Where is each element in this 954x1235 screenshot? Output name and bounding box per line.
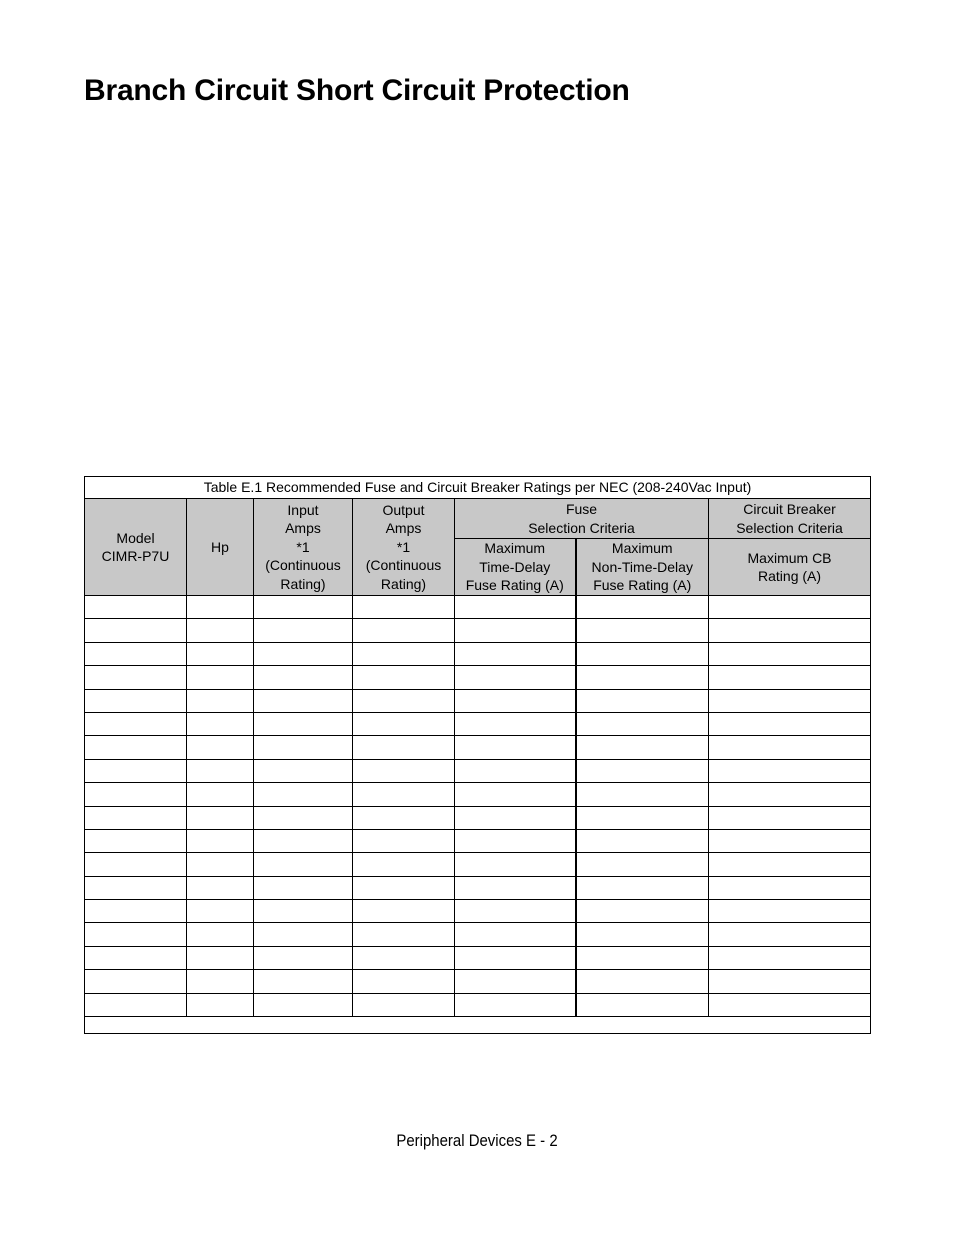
input-amps-cell bbox=[254, 993, 353, 1016]
output-amps-cell bbox=[353, 853, 455, 876]
header-line: (Continuous bbox=[265, 557, 341, 574]
time-delay-fuse-cell bbox=[455, 712, 576, 735]
output-amps-cell bbox=[353, 876, 455, 899]
time-delay-fuse-cell bbox=[455, 619, 576, 642]
input-amps-cell bbox=[254, 619, 353, 642]
column-header-model bbox=[85, 499, 187, 596]
model-cell bbox=[85, 946, 187, 969]
time-delay-fuse-cell bbox=[455, 806, 576, 829]
table-row bbox=[85, 946, 871, 969]
output-amps-cell bbox=[353, 642, 455, 665]
output-amps-cell bbox=[353, 829, 455, 852]
time-delay-fuse-cell bbox=[455, 783, 576, 806]
header-line: Circuit Breaker bbox=[743, 501, 836, 517]
hp-cell bbox=[187, 759, 254, 782]
time-delay-fuse-cell bbox=[455, 759, 576, 782]
input-amps-cell bbox=[254, 923, 353, 946]
model-cell bbox=[85, 993, 187, 1016]
header-line: Amps bbox=[285, 520, 321, 537]
header-line: Fuse bbox=[565, 501, 598, 517]
page-footer: Peripheral Devices E - 2 bbox=[396, 1131, 558, 1150]
header-line: Output bbox=[382, 501, 425, 518]
output-amps-cell bbox=[353, 759, 455, 782]
table-body bbox=[85, 596, 871, 1034]
model-cell bbox=[85, 806, 187, 829]
column-header-input-amps bbox=[254, 499, 353, 596]
time-delay-fuse-cell bbox=[455, 853, 576, 876]
hp-cell bbox=[187, 853, 254, 876]
table-row bbox=[85, 900, 871, 923]
table-row bbox=[85, 712, 871, 735]
output-amps-cell bbox=[353, 970, 455, 993]
model-cell bbox=[85, 853, 187, 876]
max-cb-cell bbox=[709, 783, 871, 806]
column-group-fuse bbox=[455, 499, 709, 539]
model-cell bbox=[85, 619, 187, 642]
input-amps-cell bbox=[254, 946, 353, 969]
header-line: Selection Criteria bbox=[528, 519, 635, 536]
non-time-delay-fuse-cell bbox=[576, 829, 709, 852]
model-cell bbox=[85, 736, 187, 759]
table-row bbox=[85, 970, 871, 993]
non-time-delay-fuse-cell bbox=[576, 876, 709, 899]
time-delay-fuse-cell bbox=[455, 666, 576, 689]
input-amps-cell bbox=[254, 876, 353, 899]
model-cell bbox=[85, 759, 187, 782]
hp-cell bbox=[187, 619, 254, 642]
max-cb-cell bbox=[709, 689, 871, 712]
max-cb-cell bbox=[709, 736, 871, 759]
model-cell bbox=[85, 970, 187, 993]
model-cell bbox=[85, 783, 187, 806]
header-line: Rating) bbox=[280, 575, 326, 592]
hp-cell bbox=[187, 876, 254, 899]
output-amps-cell bbox=[353, 689, 455, 712]
hp-cell bbox=[187, 783, 254, 806]
output-amps-cell bbox=[353, 736, 455, 759]
time-delay-fuse-cell bbox=[455, 642, 576, 665]
non-time-delay-fuse-cell bbox=[576, 783, 709, 806]
input-amps-cell bbox=[254, 712, 353, 735]
input-amps-cell bbox=[254, 642, 353, 665]
input-amps-cell bbox=[254, 596, 353, 619]
column-header-hp bbox=[187, 499, 254, 596]
table-row bbox=[85, 736, 871, 759]
output-amps-cell bbox=[353, 923, 455, 946]
max-cb-cell bbox=[709, 946, 871, 969]
table-row bbox=[85, 596, 871, 619]
header-line: Fuse Rating (A) bbox=[593, 577, 692, 594]
model-cell bbox=[85, 596, 187, 619]
max-cb-cell bbox=[709, 829, 871, 852]
time-delay-fuse-cell bbox=[455, 946, 576, 969]
header-line: Maximum CB bbox=[747, 549, 832, 566]
table-row bbox=[85, 993, 871, 1016]
max-cb-cell bbox=[709, 970, 871, 993]
non-time-delay-fuse-cell bbox=[576, 970, 709, 993]
max-cb-cell bbox=[709, 666, 871, 689]
header-line: CIMR-P7U bbox=[101, 548, 170, 564]
input-amps-cell bbox=[254, 970, 353, 993]
input-amps-cell bbox=[254, 759, 353, 782]
header-line: Input bbox=[287, 501, 319, 518]
time-delay-fuse-cell bbox=[455, 829, 576, 852]
model-cell bbox=[85, 829, 187, 852]
max-cb-cell bbox=[709, 642, 871, 665]
column-header-output-amps bbox=[353, 499, 455, 596]
model-cell bbox=[85, 642, 187, 665]
model-cell bbox=[85, 689, 187, 712]
non-time-delay-fuse-cell bbox=[576, 619, 709, 642]
output-amps-cell bbox=[353, 806, 455, 829]
header-line: Non-Time-Delay bbox=[591, 558, 693, 575]
model-cell bbox=[85, 712, 187, 735]
input-amps-cell bbox=[254, 853, 353, 876]
table-row bbox=[85, 666, 871, 689]
non-time-delay-fuse-cell bbox=[576, 759, 709, 782]
column-group-circuit-breaker bbox=[709, 499, 871, 539]
hp-cell bbox=[187, 596, 254, 619]
header-line: Model bbox=[116, 529, 155, 546]
header-line: Rating (A) bbox=[758, 568, 822, 584]
header-line: *1 bbox=[296, 538, 310, 555]
header-line: Selection Criteria bbox=[736, 519, 843, 536]
non-time-delay-fuse-cell bbox=[576, 923, 709, 946]
max-cb-cell bbox=[709, 759, 871, 782]
input-amps-cell bbox=[254, 806, 353, 829]
input-amps-cell bbox=[254, 783, 353, 806]
table-row bbox=[85, 853, 871, 876]
output-amps-cell bbox=[353, 619, 455, 642]
non-time-delay-fuse-cell bbox=[576, 806, 709, 829]
table-row bbox=[85, 876, 871, 899]
non-time-delay-fuse-cell bbox=[576, 596, 709, 619]
output-amps-cell bbox=[353, 666, 455, 689]
model-cell bbox=[85, 900, 187, 923]
time-delay-fuse-cell bbox=[455, 900, 576, 923]
hp-cell bbox=[187, 666, 254, 689]
header-line: Rating) bbox=[380, 575, 427, 592]
non-time-delay-fuse-cell bbox=[576, 993, 709, 1016]
non-time-delay-fuse-cell bbox=[576, 736, 709, 759]
output-amps-cell bbox=[353, 596, 455, 619]
hp-cell bbox=[187, 970, 254, 993]
output-amps-cell bbox=[353, 900, 455, 923]
hp-cell bbox=[187, 689, 254, 712]
max-cb-cell bbox=[709, 712, 871, 735]
table-footnote bbox=[85, 1017, 871, 1034]
max-cb-cell bbox=[709, 596, 871, 619]
max-cb-cell bbox=[709, 806, 871, 829]
non-time-delay-fuse-cell bbox=[576, 900, 709, 923]
time-delay-fuse-cell bbox=[455, 689, 576, 712]
table-row bbox=[85, 642, 871, 665]
time-delay-fuse-cell bbox=[455, 736, 576, 759]
page-title: Branch Circuit Short Circuit Protection bbox=[84, 74, 630, 107]
max-cb-cell bbox=[709, 923, 871, 946]
input-amps-cell bbox=[254, 736, 353, 759]
non-time-delay-fuse-cell bbox=[576, 946, 709, 969]
non-time-delay-fuse-cell bbox=[576, 853, 709, 876]
output-amps-cell bbox=[353, 993, 455, 1016]
max-cb-cell bbox=[709, 993, 871, 1016]
model-cell bbox=[85, 876, 187, 899]
hp-cell bbox=[187, 900, 254, 923]
model-cell bbox=[85, 666, 187, 689]
hp-cell bbox=[187, 736, 254, 759]
table-caption: Table E.1 Recommended Fuse and Circuit Breaker Ratings per NEC (208-240Vac Input) bbox=[85, 477, 871, 499]
table-footnote-row bbox=[85, 1017, 871, 1034]
time-delay-fuse-cell bbox=[455, 970, 576, 993]
column-header-max-cb bbox=[709, 539, 871, 596]
model-cell bbox=[85, 923, 187, 946]
table-row bbox=[85, 759, 871, 782]
header-line: *1 bbox=[396, 538, 411, 555]
hp-cell bbox=[187, 806, 254, 829]
table-row bbox=[85, 829, 871, 852]
time-delay-fuse-cell bbox=[455, 923, 576, 946]
hp-cell bbox=[187, 712, 254, 735]
column-header-non-time-delay-fuse bbox=[576, 539, 709, 596]
table-row bbox=[85, 689, 871, 712]
hp-cell bbox=[187, 946, 254, 969]
column-header-time-delay-fuse bbox=[455, 539, 576, 596]
hp-cell bbox=[187, 642, 254, 665]
max-cb-cell bbox=[709, 619, 871, 642]
header-line: Fuse Rating (A) bbox=[465, 577, 564, 594]
fuse-breaker-ratings-table bbox=[84, 476, 871, 1034]
non-time-delay-fuse-cell bbox=[576, 642, 709, 665]
non-time-delay-fuse-cell bbox=[576, 689, 709, 712]
input-amps-cell bbox=[254, 829, 353, 852]
input-amps-cell bbox=[254, 666, 353, 689]
table-row bbox=[85, 806, 871, 829]
output-amps-cell bbox=[353, 712, 455, 735]
table-row bbox=[85, 619, 871, 642]
time-delay-fuse-cell bbox=[455, 596, 576, 619]
header-line: Time-Delay bbox=[479, 558, 551, 575]
max-cb-cell bbox=[709, 900, 871, 923]
non-time-delay-fuse-cell bbox=[576, 666, 709, 689]
header-line: Hp bbox=[211, 538, 229, 555]
max-cb-cell bbox=[709, 853, 871, 876]
hp-cell bbox=[187, 923, 254, 946]
time-delay-fuse-cell bbox=[455, 993, 576, 1016]
output-amps-cell bbox=[353, 946, 455, 969]
time-delay-fuse-cell bbox=[455, 876, 576, 899]
input-amps-cell bbox=[254, 900, 353, 923]
hp-cell bbox=[187, 829, 254, 852]
header-line: (Continuous bbox=[365, 557, 442, 574]
table-row bbox=[85, 783, 871, 806]
max-cb-cell bbox=[709, 876, 871, 899]
header-line: Maximum bbox=[484, 540, 546, 557]
hp-cell bbox=[187, 993, 254, 1016]
header-line: Amps bbox=[385, 520, 422, 537]
non-time-delay-fuse-cell bbox=[576, 712, 709, 735]
header-line: Maximum bbox=[611, 540, 673, 557]
table-row bbox=[85, 923, 871, 946]
input-amps-cell bbox=[254, 689, 353, 712]
output-amps-cell bbox=[353, 783, 455, 806]
